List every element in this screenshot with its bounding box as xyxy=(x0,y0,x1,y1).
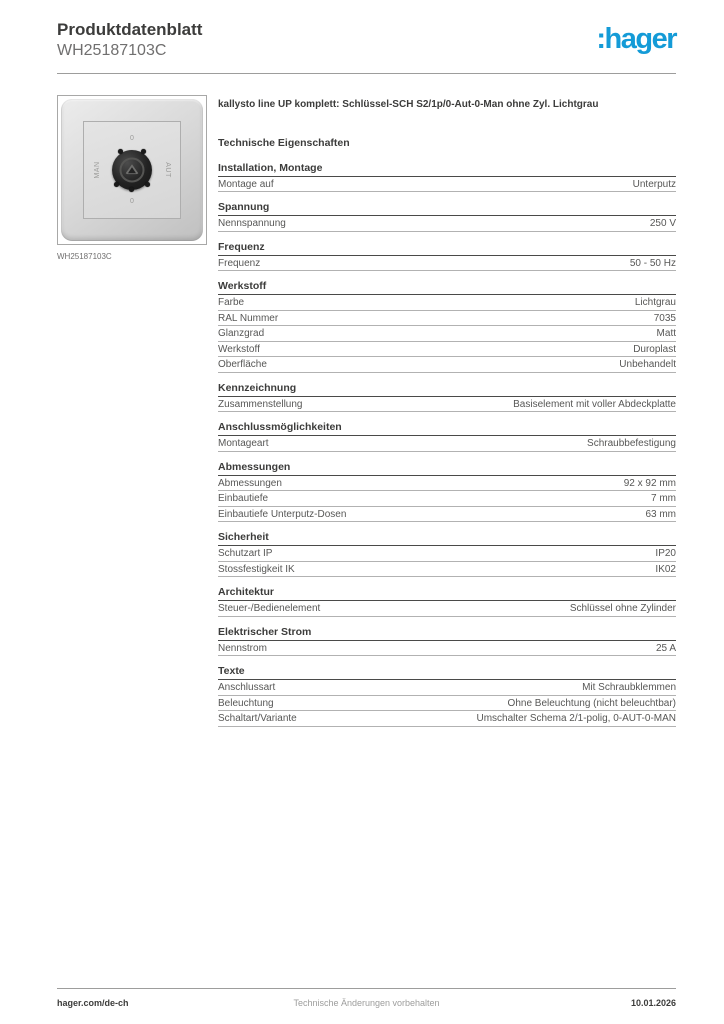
spec-section xyxy=(218,382,676,413)
spec-value: Schraubbefestigung xyxy=(587,438,676,450)
image-caption: WH25187103C xyxy=(57,251,112,261)
spec-label: Oberfläche xyxy=(218,359,267,371)
spec-row xyxy=(218,641,676,657)
page-header xyxy=(57,20,676,60)
tech-properties-heading: Technische Eigenschaften xyxy=(218,136,350,149)
header-title-block xyxy=(57,20,202,60)
spec-row xyxy=(218,562,676,578)
dial-keyhole-icon xyxy=(125,164,139,174)
spec-section xyxy=(218,201,676,232)
footer-notice: Technische Änderungen vorbehalten xyxy=(293,998,440,1008)
spec-label: Anschlussart xyxy=(218,682,276,694)
tech-properties-table xyxy=(218,162,676,727)
spec-row xyxy=(218,311,676,327)
spec-row xyxy=(218,397,676,413)
product-description: kallysto line UP komplett: Schlüssel-SCH S2/1p/0-Aut-0-Man ohne Zyl. Lichtgrau xyxy=(218,98,599,110)
key-switch-plate xyxy=(83,121,181,219)
spec-section xyxy=(218,665,676,727)
spec-section xyxy=(218,241,676,272)
hager-logo: :hager xyxy=(596,23,676,55)
spec-label: Einbautiefe Unterputz-Dosen xyxy=(218,508,347,520)
spec-section-title: Frequenz xyxy=(218,241,676,256)
spec-section xyxy=(218,626,676,657)
dial-screw-icon xyxy=(118,149,123,154)
spec-label: Frequenz xyxy=(218,257,261,269)
spec-value: 250 V xyxy=(649,218,676,230)
spec-row xyxy=(218,711,676,727)
spec-value: Unterputz xyxy=(632,178,676,190)
spec-value: Umschalter Schema 2/1-polig, 0-AUT-0-MAN xyxy=(476,713,676,725)
dial-label-bottom: 0 xyxy=(130,197,134,205)
spec-label: Werkstoff xyxy=(218,343,260,355)
spec-label: Nennspannung xyxy=(218,218,286,230)
spec-label: Schutzart IP xyxy=(218,548,273,560)
footer-row xyxy=(57,998,676,1008)
spec-value: 92 x 92 mm xyxy=(623,477,676,489)
spec-value: 7 mm xyxy=(651,493,676,505)
key-switch-frame xyxy=(61,99,203,241)
page-title: Produktdatenblatt xyxy=(57,20,203,39)
spec-label: Beleuchtung xyxy=(218,697,274,709)
spec-value: 25 A xyxy=(655,642,676,654)
spec-value: IP20 xyxy=(655,548,676,560)
spec-value: 50 - 50 Hz xyxy=(629,257,676,269)
spec-label: Abmessungen xyxy=(218,477,282,489)
spec-section xyxy=(218,531,676,577)
spec-row xyxy=(218,491,676,507)
spec-value: Unbehandelt xyxy=(619,359,676,371)
spec-row xyxy=(218,216,676,232)
spec-section xyxy=(218,586,676,617)
product-image xyxy=(57,95,207,245)
spec-row xyxy=(218,295,676,311)
dial-screw-icon xyxy=(145,182,150,187)
spec-row xyxy=(218,357,676,373)
spec-row xyxy=(218,436,676,452)
spec-value: Basiselement mit voller Abdeckplatte xyxy=(513,398,676,410)
page-footer xyxy=(57,988,676,1008)
spec-section-title: Installation, Montage xyxy=(218,162,676,177)
spec-label: Nennstrom xyxy=(218,642,267,654)
spec-section-title: Sicherheit xyxy=(218,531,676,546)
spec-label: Schaltart/Variante xyxy=(218,713,297,725)
spec-section xyxy=(218,280,676,373)
spec-section-title: Texte xyxy=(218,665,676,680)
spec-label: Montage auf xyxy=(218,178,274,190)
spec-label: Montageart xyxy=(218,438,269,450)
dial-label-aut: AUT xyxy=(163,162,171,178)
dial-label-man: MAN xyxy=(93,161,101,179)
spec-label: Einbautiefe xyxy=(218,493,269,505)
spec-section xyxy=(218,461,676,523)
spec-label: RAL Nummer xyxy=(218,312,279,324)
footer-date: 10.01.2026 xyxy=(630,998,676,1008)
spec-row xyxy=(218,680,676,696)
spec-label: Stossfestigkeit IK xyxy=(218,563,295,575)
spec-value: Ohne Beleuchtung (nicht beleuchtbar) xyxy=(507,697,676,709)
spec-label: Zusammenstellung xyxy=(218,398,303,410)
product-code: WH25187103C xyxy=(57,41,167,59)
header-divider xyxy=(57,73,676,74)
spec-label: Glanzgrad xyxy=(218,328,265,340)
spec-section-title: Kennzeichnung xyxy=(218,382,676,397)
spec-label: Steuer-/Bedienelement xyxy=(218,603,321,615)
product-image-column xyxy=(57,95,218,736)
spec-section xyxy=(218,421,676,452)
spec-row xyxy=(218,507,676,523)
spec-row xyxy=(218,601,676,617)
spec-value: Matt xyxy=(656,328,676,340)
spec-column xyxy=(218,95,676,736)
spec-section-title: Architektur xyxy=(218,586,676,601)
dial-screw-icon xyxy=(129,187,134,192)
spec-row xyxy=(218,177,676,193)
spec-value: Duroplast xyxy=(633,343,676,355)
spec-row xyxy=(218,326,676,342)
spec-value: Mit Schraubklemmen xyxy=(582,682,676,694)
spec-section xyxy=(218,162,676,193)
spec-row xyxy=(218,696,676,712)
spec-section-title: Elektrischer Strom xyxy=(218,626,676,641)
key-switch-dial-icon xyxy=(112,150,152,190)
spec-value: IK02 xyxy=(655,563,676,575)
content-area xyxy=(57,95,676,736)
dial-screw-icon xyxy=(114,182,119,187)
spec-label: Farbe xyxy=(218,297,245,309)
spec-value: 7035 xyxy=(653,312,676,324)
spec-value: Lichtgrau xyxy=(634,297,676,309)
spec-section-title: Abmessungen xyxy=(218,461,676,476)
spec-row xyxy=(218,342,676,358)
spec-row xyxy=(218,546,676,562)
spec-value: Schlüssel ohne Zylinder xyxy=(569,603,676,615)
footer-website: hager.com/de-ch xyxy=(57,998,129,1008)
spec-row xyxy=(218,256,676,272)
spec-section-title: Anschlussmöglichkeiten xyxy=(218,421,676,436)
dial-screw-icon xyxy=(141,149,146,154)
spec-row xyxy=(218,476,676,492)
dial-label-top: 0 xyxy=(130,134,134,142)
spec-value: 63 mm xyxy=(645,508,676,520)
spec-section-title: Spannung xyxy=(218,201,676,216)
spec-section-title: Werkstoff xyxy=(218,280,676,295)
